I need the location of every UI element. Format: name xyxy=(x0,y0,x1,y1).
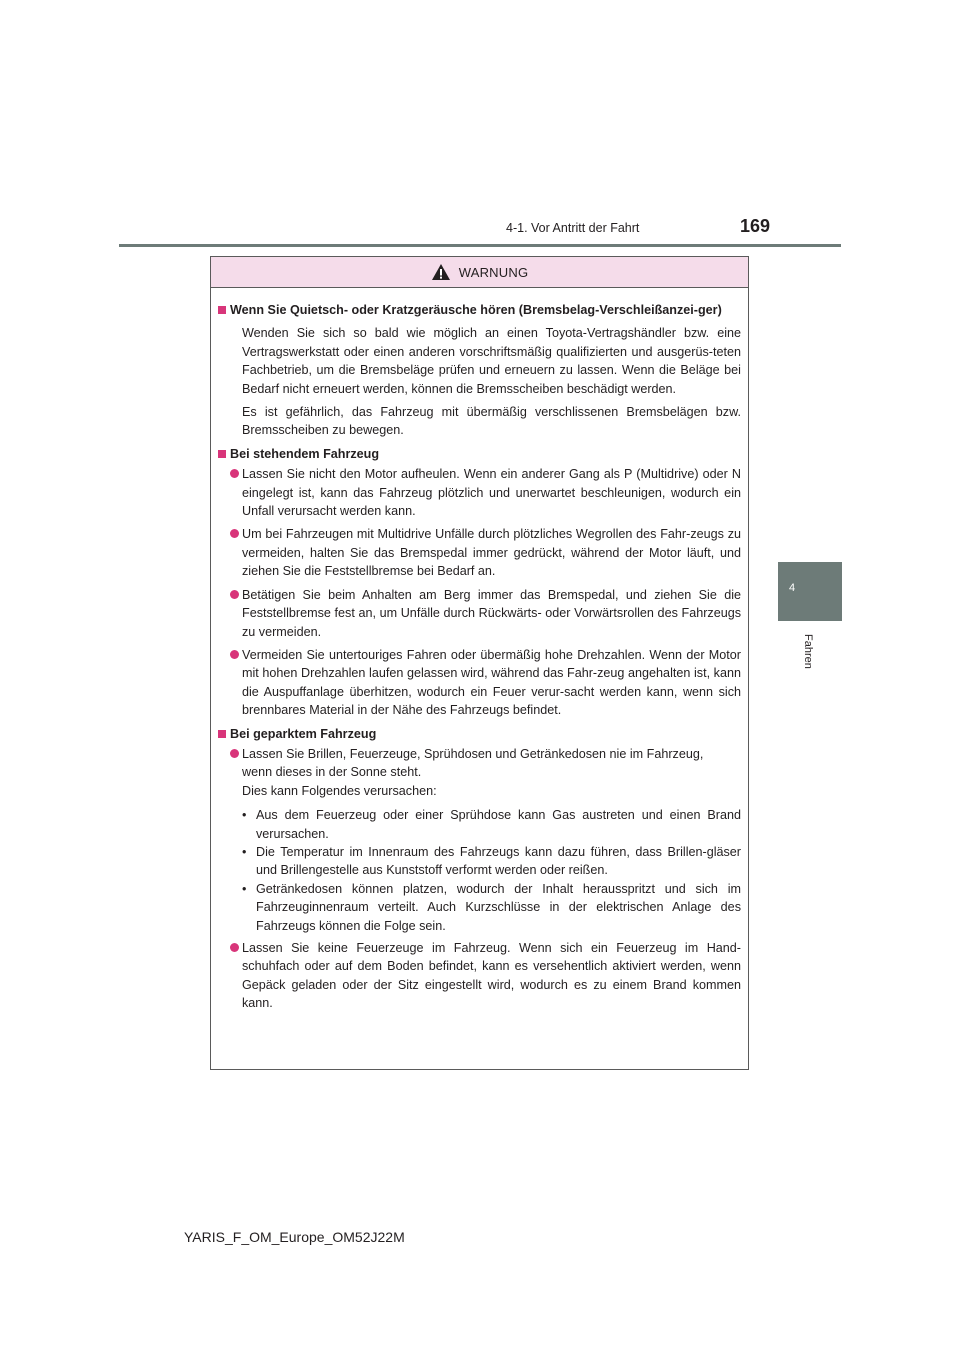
section-square-icon xyxy=(218,306,230,319)
section-title: Bei geparktem Fahrzeug xyxy=(230,726,377,741)
section-title: Bei stehendem Fahrzeug xyxy=(230,446,380,461)
warning-box xyxy=(210,256,749,1070)
bullet-dot-icon xyxy=(230,529,242,580)
paragraph: Es ist gefährlich, das Fahrzeug mit übermäßig verschlissenen Bremsbelägen bzw. Bremsscheiben zu bewegen. xyxy=(242,405,741,438)
section-square-icon xyxy=(218,450,230,463)
bullet-dot-icon xyxy=(230,590,242,641)
section-square-icon xyxy=(218,730,230,743)
bullet-char: • xyxy=(242,844,247,859)
footer-model-code: YARIS_F_OM_Europe_OM52J22M xyxy=(184,1229,405,1245)
warning-triangle-icon xyxy=(431,263,451,281)
bullet-char: • xyxy=(242,881,247,896)
sub-bullet-item: • Getränkedosen können platzen, wodurch der Inhalt herausspritzt und sich im Fahrzeuginnenraum verteilt. Auch Kurzschlüsse in der elektrischen Anlage des Fahrzeugs können die Folge sein. xyxy=(242,880,741,935)
bullet-char: • xyxy=(242,808,247,823)
warning-title: WARNUNG xyxy=(458,264,529,280)
list-item: Betätigen Sie beim Anhalten am Berg immer das Bremspedal, und ziehen Sie die Feststellbremse fest an, um Unfälle durch Rückwärts- oder Vorwärtsrollen des Fahrzeugs zu vermeiden. xyxy=(230,586,741,641)
list-item: Lassen Sie Brillen, Feuerzeuge, Sprühdosen und Getränkedosen nie im Fahrzeug, wenn dieses in der Sonne steht. Dies kann Folgendes verursachen: xyxy=(230,745,741,800)
page-number: 169 xyxy=(740,216,771,236)
chapter-tab xyxy=(778,562,842,621)
header-rule xyxy=(119,244,841,247)
list-item: Vermeiden Sie untertouriges Fahren oder übermäßig hohe Drehzahlen. Wenn der Motor mit hohen Drehzahlen laufen gelassen wird, während das Fahr-zeug angehalten ist, kann die Auspuffanlage überhitzen, wodurch ein Feuer verur-sacht werden kann, wenn sich brennbares Material in der Nähe des Fahrzeugs befindet. xyxy=(230,646,741,720)
warning-header xyxy=(211,257,748,288)
bullet-dot-icon xyxy=(230,650,242,720)
section-parked-vehicle xyxy=(218,725,741,743)
section-title: Wenn Sie Quietsch- oder Kratzgeräusche hören (Bremsbelag-Verschleißanzei-ger) xyxy=(230,303,722,317)
list-item: Um bei Fahrzeugen mit Multidrive Unfälle durch plötzliches Wegrollen des Fahr-zeugs zu vermeiden, halten Sie das Bremspedal immer gedrückt, während der Motor läuft, und ziehen Sie die Feststellbremse bei Bedarf an. xyxy=(230,525,741,580)
sub-bullet-item: • Die Temperatur im Innenraum des Fahrzeugs kann dazu führen, dass Brillen-gläser und Brillengestelle aus Kunststoff verformt werden oder reißen. xyxy=(242,843,741,880)
chapter-label: Fahren xyxy=(802,634,814,669)
bullet-dot-icon xyxy=(230,943,242,1013)
sub-bullet-item: • Aus dem Feuerzeug oder einer Sprühdose kann Gas austreten und einen Brand verursachen. xyxy=(242,806,741,843)
header-section-title: 4-1. Vor Antritt der Fahrt xyxy=(506,221,640,235)
section-stationary-vehicle xyxy=(218,445,741,463)
chapter-number: 4 xyxy=(789,582,796,594)
section-brake-wear xyxy=(218,301,741,319)
bullet-dot-icon xyxy=(230,469,242,520)
warning-body xyxy=(211,288,748,1013)
paragraph: Wenden Sie sich so bald wie möglich an einen Toyota-Vertragshändler bzw. eine Vertragswerkstatt oder einen anderen vorschriftsmäßig qualifizierten und ausgerüs-teten Fachbetrieb, um die Bremsbeläge prüfen und erneuern zu lassen. Wenn die Beläge bei Bedarf nicht erneuert werden, können die Bremsscheiben beschädigt werden. xyxy=(242,326,741,396)
bullet-dot-icon xyxy=(230,749,242,800)
list-item: Lassen Sie nicht den Motor aufheulen. Wenn ein anderer Gang als P (Multidrive) oder N eingelegt ist, kann das Fahrzeug plötzlich und unerwartet beschleunigen, wodurch ein Unfall verursacht werden kann. xyxy=(230,465,741,520)
list-item: Lassen Sie keine Feuerzeuge im Fahrzeug. Wenn sich ein Feuerzeug im Hand-schuhfach oder auf dem Boden befindet, kann es versehentlich aktiviert werden, wenn Gepäck geladen oder der Sitz eingestellt wird, wodurch es zu einem Brand kommen kann. xyxy=(230,939,741,1013)
